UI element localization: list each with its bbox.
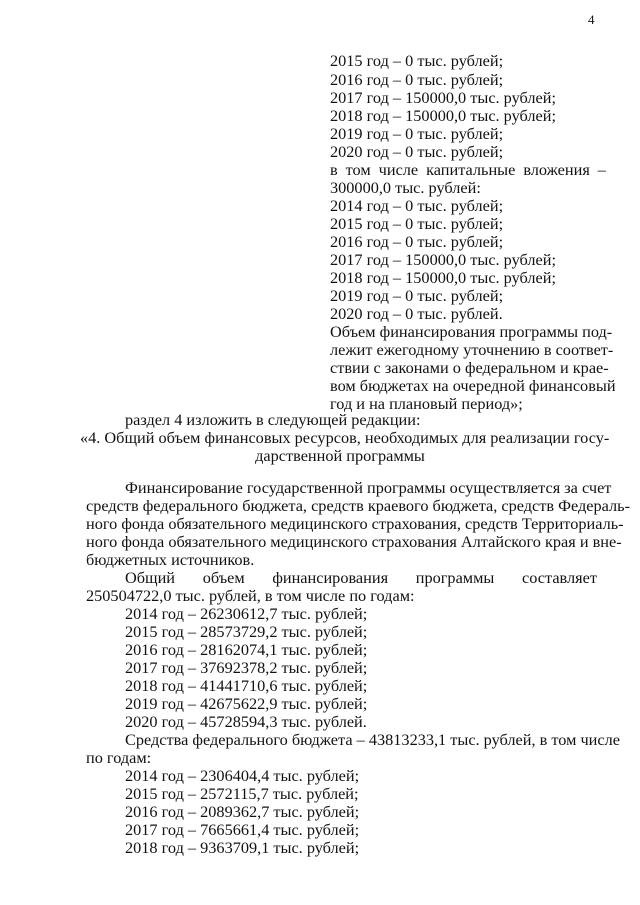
- total-volume-line: [125, 569, 597, 587]
- word: в: [330, 160, 338, 179]
- financing-paragraph-line: бюджетных источников.: [86, 550, 255, 569]
- year-line: 2015 год – 0 тыс. рублей;: [330, 51, 504, 70]
- year-line: 2018 год – 150000,0 тыс. рублей;: [330, 106, 557, 125]
- financing-paragraph-line: средств федерального бюджета, средств краевого бюджета, средств Федераль-: [86, 496, 631, 515]
- federal-year-line: 2018 год – 9363709,1 тыс. рублей;: [125, 838, 360, 857]
- year-line: 2019 год – 0 тыс. рублей;: [330, 124, 504, 143]
- year-line: 2017 год – 150000,0 тыс. рублей;: [330, 88, 557, 107]
- year-line: 2018 год – 150000,0 тыс. рублей;: [330, 268, 557, 287]
- volume-note-line: лежит ежегодному уточнению в соответ-: [330, 340, 614, 359]
- financing-paragraph-line: ного фонда обязательного медицинского страхования, средств Территориаль-: [86, 514, 624, 533]
- word: –: [597, 160, 606, 179]
- total-amount: 250504722,0 тыс. рублей, в том числе по годам:: [86, 586, 415, 605]
- federal-budget-line-2: по годам:: [86, 748, 152, 767]
- word: вложения: [523, 160, 590, 179]
- total-year-line: 2017 год – 37692378,2 тыс. рублей;: [125, 658, 368, 677]
- word: том: [345, 160, 371, 179]
- federal-year-line: 2017 год – 7665661,4 тыс. рублей;: [125, 820, 360, 839]
- total-year-line: 2020 год – 45728594,3 тыс. рублей.: [125, 712, 367, 731]
- total-year-line: 2014 год – 26230612,7 тыс. рублей;: [125, 604, 368, 623]
- word: капитальные: [426, 160, 516, 179]
- page-number: 4: [588, 12, 595, 27]
- volume-note-line: ствии с законами о федеральном и крае-: [330, 358, 609, 377]
- federal-year-line: 2016 год – 2089362,7 тыс. рублей;: [125, 802, 360, 821]
- financing-paragraph-line: ного фонда обязательного медицинского страхования Алтайского края и вне-: [86, 532, 622, 551]
- year-line: 2019 год – 0 тыс. рублей;: [330, 286, 504, 305]
- word: Общий: [125, 568, 176, 587]
- volume-note-line: год и на плановый период»;: [330, 394, 523, 413]
- word: финансирования: [272, 568, 389, 587]
- federal-year-line: 2015 год – 2572115,7 тыс. рублей;: [125, 784, 359, 803]
- section-title-line-2: дарственной программы: [255, 446, 425, 465]
- volume-note-line: вом бюджетах на очередной финансовый: [330, 376, 616, 395]
- financing-paragraph-line: Финансирование государственной программы осуществляется за счет: [125, 478, 612, 497]
- year-line: 2017 год – 150000,0 тыс. рублей;: [330, 250, 557, 269]
- year-line: 2016 год – 0 тыс. рублей;: [330, 70, 504, 89]
- section-instruction: раздел 4 изложить в следующей редакции:: [125, 410, 421, 429]
- total-year-line: 2016 год – 28162074,1 тыс. рублей;: [125, 640, 368, 659]
- year-line: 2016 год – 0 тыс. рублей;: [330, 232, 504, 251]
- capital-amount: 300000,0 тыс. рублей:: [330, 178, 481, 197]
- word: объем: [202, 568, 245, 587]
- capital-investments-line: [330, 161, 606, 179]
- year-line: 2015 год – 0 тыс. рублей;: [330, 214, 504, 233]
- federal-budget-line: Средства федерального бюджета – 43813233,1 тыс. рублей, в том числе: [125, 730, 620, 749]
- federal-year-line: 2014 год – 2306404,4 тыс. рублей;: [125, 766, 360, 785]
- word: составляет: [522, 568, 597, 587]
- total-year-line: 2019 год – 42675622,9 тыс. рублей;: [125, 694, 368, 713]
- year-line: 2014 год – 0 тыс. рублей;: [330, 196, 504, 215]
- word: программы: [415, 568, 495, 587]
- total-year-line: 2015 год – 28573729,2 тыс. рублей;: [125, 622, 368, 641]
- section-title-line-1: «4. Общий объем финансовых ресурсов, необходимых для реализации госу-: [80, 428, 610, 447]
- year-line: 2020 год – 0 тыс. рублей;: [330, 142, 504, 161]
- year-line: 2020 год – 0 тыс. рублей.: [330, 304, 503, 323]
- total-year-line: 2018 год – 41441710,6 тыс. рублей;: [125, 676, 368, 695]
- volume-note-line: Объем финансирования программы под-: [330, 322, 613, 341]
- word: числе: [378, 160, 419, 179]
